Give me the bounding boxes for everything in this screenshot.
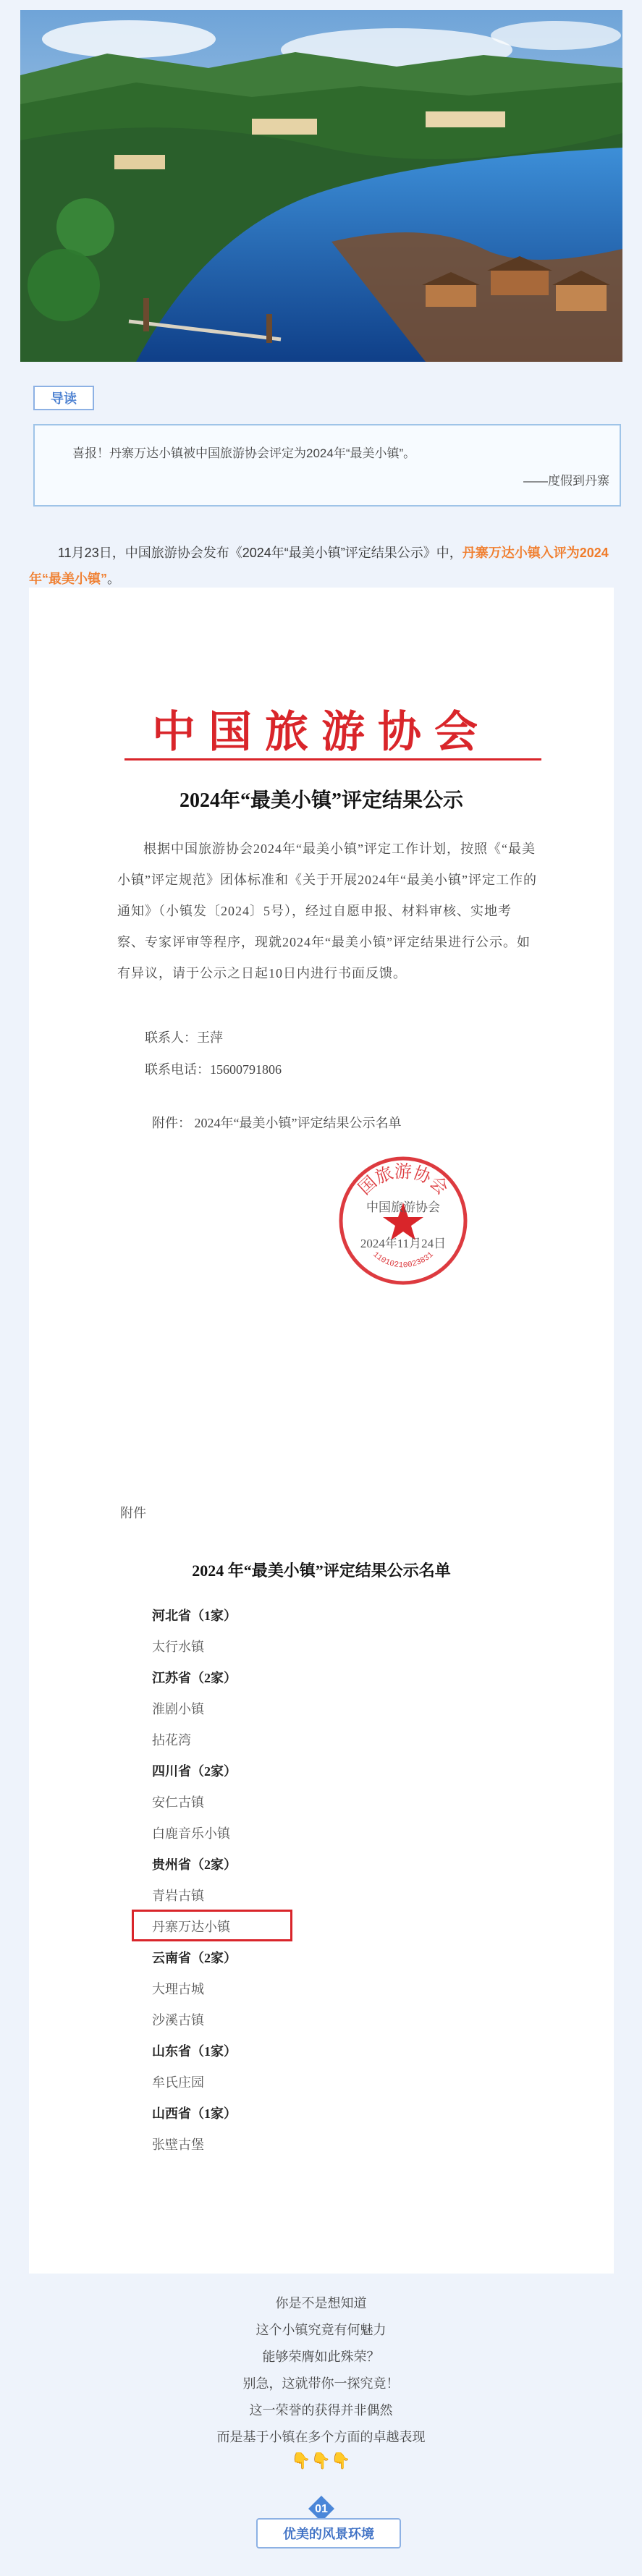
outro-line: 别急，这就带你一探究竟！ [242,2376,400,2391]
seal-signatory: 中国旅游协会 [366,1200,440,1214]
town-item: 拈花湾 [152,1733,191,1747]
section-number: 01 [315,2503,328,2515]
guide-signature: ——度假到丹寨 [523,474,609,488]
guide-box [33,424,621,507]
lead-highlight: 丹寨万达小镇入评为2024年“最美小镇” [29,546,609,586]
town-item: 青岩古镇 [152,1889,204,1903]
danzhai-highlight-box [132,1910,292,1941]
red-divider [124,758,541,760]
seal-code: 11010210023831 [371,1250,436,1271]
contact-person: 联系人：王萍 [145,1030,223,1045]
province-heading: 四川省（2家） [152,1764,237,1779]
section-title-label: 优美的风景环境 [283,2527,374,2541]
town-item: 白鹿音乐小镇 [152,1826,230,1841]
town-item: 张壁古堡 [152,2138,204,2152]
province-heading: 云南省（2家） [152,1951,237,1965]
town-item: 牟氏庄园 [152,2075,204,2090]
guide-tag [33,386,94,410]
town-item: 淮剧小镇 [152,1702,204,1716]
town-item: 大理古城 [152,1982,204,1996]
notice-title: 2024年“最美小镇”评定结果公示 [179,789,463,812]
outro-line: 能够荣膺如此殊荣？ [262,2350,380,2364]
town-item: 安仁古镇 [152,1795,204,1810]
province-heading: 江苏省（2家） [152,1671,237,1685]
town-item: 太行水镇 [152,1640,204,1654]
outro-line: 你是不是想知道 [275,2296,367,2310]
outro-line: 而是基于小镇在多个方面的卓越表现 [216,2430,426,2444]
province-heading: 河北省（1家） [152,1609,237,1623]
outro-line: 这个小镇究竟有何魅力 [255,2323,387,2337]
seal-date: 2024年11月24日 [360,1237,447,1250]
contact-phone: 联系电话：15600791806 [145,1062,282,1077]
seal-stamp-graphic [334,1152,472,1289]
town-landscape-illustration [20,10,622,362]
lead-suffix: 。 [107,572,120,586]
attachment-line: 附件： 2024年“最美小镇”评定结果公示名单 [152,1116,402,1130]
seal-arc-text: 国旅游协会 [355,1163,452,1199]
town-item: 丹寨万达小镇 [152,1920,230,1934]
official-seal [334,1152,472,1289]
province-heading: 山东省（1家） [152,2044,237,2059]
lead-prefix: 11月23日，中国旅游协会发布《2024年“最美小镇”评定结果公示》中， [58,546,463,560]
notice-document [29,588,614,2274]
notice-body: 根据中国旅游协会2024年“最美小镇”评定工作计划，按照《“最美小镇”评定规范》团体标准和《关于开展2024年“最美小镇”评定工作的通知》（小镇发〔2024〕5号），经过自愿申报、材料审核、实地考察、专家评审等程序，现就2024年“最美小镇”评定结果进行公示。如有异议，请于公示之日起10日内进行书面反馈。 [117,842,537,980]
list-title: 2024 年“最美小镇”评定结果公示名单 [192,1562,451,1580]
lead-paragraph [29,540,627,592]
guide-tag-label: 导读 [51,391,77,406]
outro-text [0,2290,642,2451]
hero-image [20,10,622,362]
outro-line: 这一荣誉的获得并非偶然 [249,2403,393,2418]
association-name: 中国旅游协会 [152,708,491,756]
town-list [152,1601,442,2161]
section-title [256,2518,401,2549]
province-heading: 山西省（1家） [152,2106,237,2121]
guide-announcement: 喜报！丹寨万达小镇被中国旅游协会评定为2024年“最美小镇”。 [72,446,416,460]
town-item: 沙溪古镇 [152,2013,204,2028]
attachment-label: 附件 [120,1506,146,1520]
province-heading: 贵州省（2家） [152,1857,237,1872]
pointing-down-icons: 👇👇👇 [291,2452,351,2470]
